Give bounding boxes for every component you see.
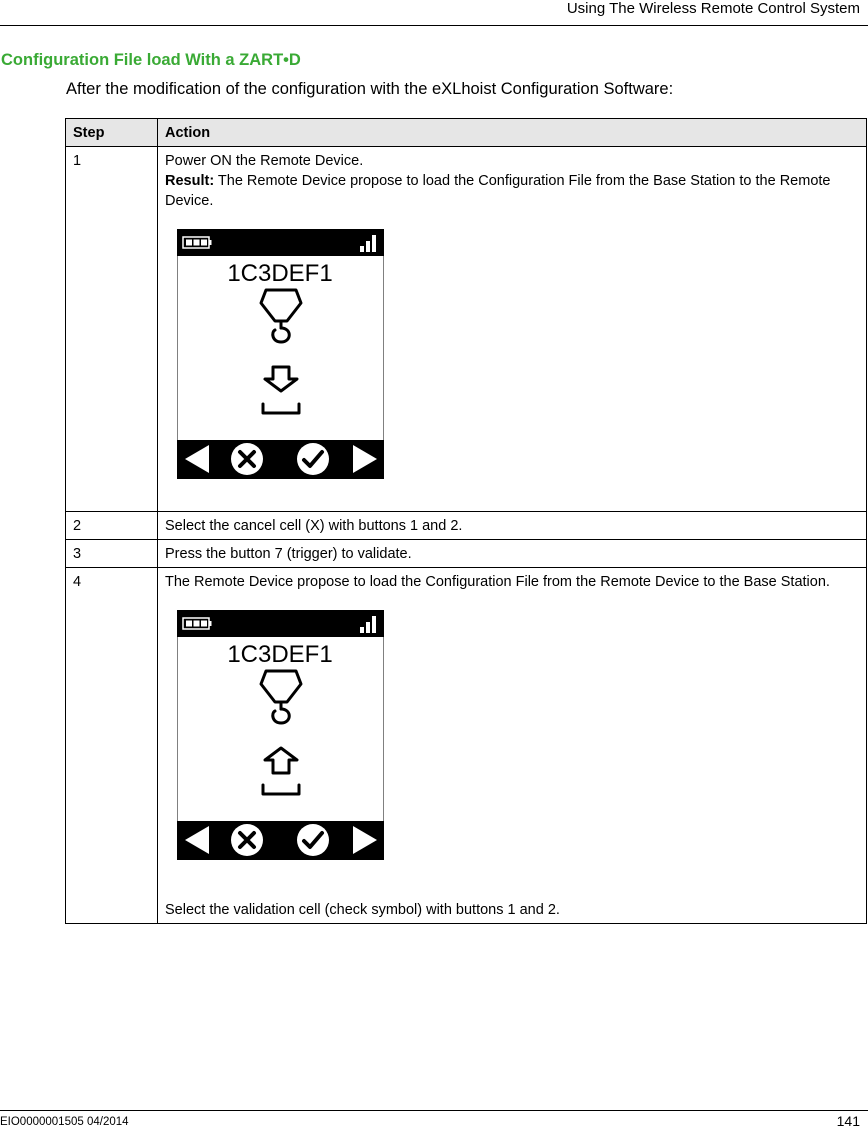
intro-text: After the modification of the configuration with the eXLhoist Configuration Software: <box>66 80 674 98</box>
table-row <box>66 540 867 568</box>
check-icon <box>297 443 329 475</box>
action-text: Power ON the Remote Device. <box>165 153 364 169</box>
result-label: Result: <box>165 173 215 189</box>
action-text: Select the cancel cell (X) with buttons 1 and 2. <box>158 512 867 540</box>
action-text: Press the button 7 (trigger) to validate. <box>158 540 867 568</box>
running-header: Using The Wireless Remote Control System <box>566 0 860 17</box>
action-text-after: Select the validation cell (check symbol) with buttons 1 and 2. <box>165 902 560 918</box>
device-id: 1C3DEF1 <box>227 641 333 668</box>
remote-device-screen-upload <box>177 610 384 860</box>
table-header-row <box>66 119 867 147</box>
remote-device-screen-download <box>177 229 384 479</box>
action-cell <box>158 147 867 512</box>
footer-rule <box>0 1110 868 1111</box>
column-header-step: Step <box>66 119 158 147</box>
step-number: 1 <box>66 147 158 512</box>
table-row <box>66 568 867 924</box>
step-number: 3 <box>66 540 158 568</box>
table-row <box>66 512 867 540</box>
column-header-action: Action <box>158 119 867 147</box>
check-icon <box>297 824 329 856</box>
header-rule <box>0 25 868 26</box>
page-number: 141 <box>836 1113 860 1129</box>
device-id: 1C3DEF1 <box>227 260 333 287</box>
document-id: EIO0000001505 04/2014 <box>0 1116 129 1128</box>
action-cell <box>158 568 867 924</box>
result-line <box>165 171 859 211</box>
table-row <box>66 147 867 512</box>
action-text: The Remote Device propose to load the Configuration File from the Remote Device to the Base Station. <box>165 574 830 590</box>
section-title: Configuration File load With a ZART•D <box>1 51 301 69</box>
step-number: 2 <box>66 512 158 540</box>
steps-table <box>65 118 867 924</box>
step-number: 4 <box>66 568 158 924</box>
cancel-icon <box>231 824 263 856</box>
result-text: The Remote Device propose to load the Configuration File from the Base Station to the Remote Device. <box>165 173 831 209</box>
cancel-icon <box>231 443 263 475</box>
